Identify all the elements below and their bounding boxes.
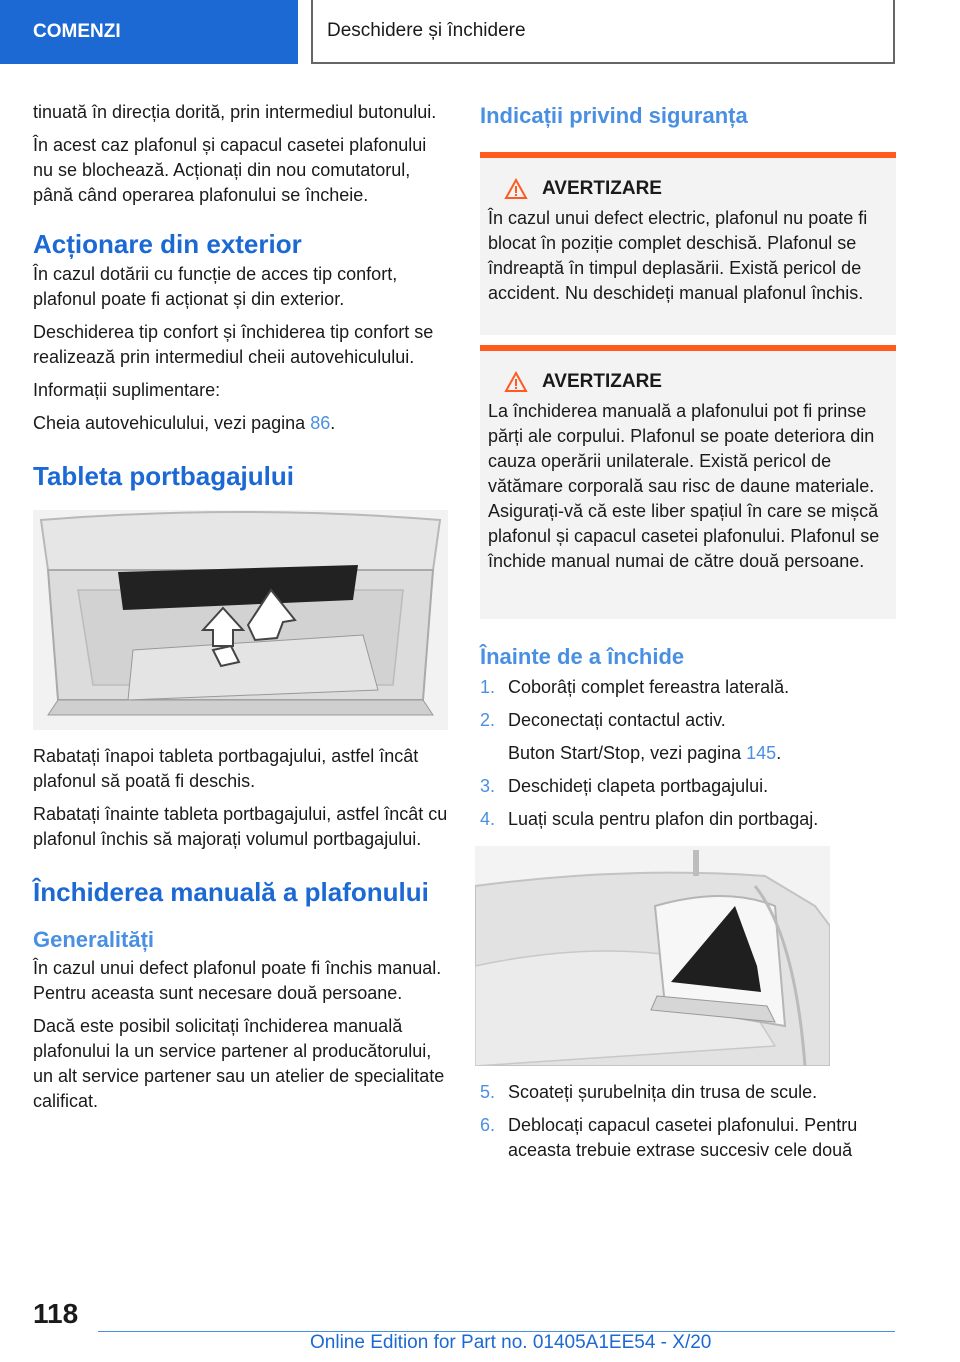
warning-text: La închiderea manuală a plafonului pot fi prinse părți ale corpului. Plafonul se poate deteriora din cauza operării unilaterale. Există pericol de vătămare corporală sau risc de daune materiale. Asigurați-vă că este liber spațiul în care se mișcă plafonul și capacul casetei plafonului. Plafonul se închide manual numai de către două persoane.: [488, 401, 880, 571]
list-item: [480, 1080, 896, 1105]
list-item: [480, 774, 896, 799]
step-number: 4.: [480, 809, 496, 829]
trunk-tool-figure: [475, 846, 830, 1066]
page-link-86[interactable]: 86: [310, 413, 331, 433]
step-text: Deschideți clapeta portbagajului.: [508, 776, 769, 796]
step-text: Deblocați capacul casetei plafonului. Pentru aceasta trebuie extrase succesiv cele două: [508, 1115, 858, 1160]
steps-list: [480, 675, 896, 733]
subheading-general: Generalități: [33, 927, 155, 952]
warning-icon: [504, 371, 528, 393]
paragraph: În cazul dotării cu funcție de acces tip confort, plafonul poate fi acționat și din exterior.: [33, 264, 398, 309]
step-number: 6.: [480, 1115, 496, 1135]
step-text: Deconectați contactul activ.: [508, 710, 726, 730]
step-text: Scoateți șurubelnița din trusa de scule.: [508, 1082, 818, 1102]
steps-list: [480, 774, 896, 832]
heading-safety: Indicații privind siguranța: [480, 103, 748, 128]
page-link-145[interactable]: 145: [746, 743, 777, 763]
chapter-tab[interactable]: COMENZI: [0, 0, 298, 64]
step-number: 5.: [480, 1082, 496, 1102]
trunk-cover-illustration: [33, 510, 448, 730]
list-item: [480, 675, 896, 700]
trunk-tool-illustration: [475, 846, 830, 1066]
step-text: Coborâți complet fereastra laterală.: [508, 677, 790, 697]
paragraph: Rabatați înapoi tableta portbagajului, astfel încât plafonul să poată fi deschis.: [33, 746, 419, 791]
heading-exterior: Acționare din exterior: [33, 229, 302, 259]
page-number: 118: [33, 1298, 79, 1329]
paragraph-text: Cheia autovehiculului, vezi pagina: [33, 413, 311, 433]
paragraph: În acest caz plafonul și capacul casetei plafonului nu se blochează. Acționați din nou comutatorul, până când operarea plafonului se încheie.: [33, 135, 427, 205]
paragraph: Deschiderea tip confort și închiderea tip confort se realizează prin intermediul cheii autovehiculului.: [33, 322, 434, 367]
paragraph: Informații suplimentare:: [33, 380, 221, 400]
step-note: [480, 741, 896, 766]
warning-text: În cazul unui defect electric, plafonul nu poate fi blocat în poziție complet deschisă. Plafonul se îndreaptă în timpul deplasării. Există pericol de accident. Nu deschideți manual plafonul închis.: [488, 208, 868, 303]
warning-title-text: AVERTIZARE: [542, 178, 662, 199]
step-note-end: .: [776, 743, 782, 763]
list-item: [480, 708, 896, 733]
paragraph: În cazul unui defect plafonul poate fi închis manual. Pentru aceasta sunt necesare două persoane.: [33, 958, 442, 1003]
warning-icon: [504, 178, 528, 200]
paragraph: [33, 411, 448, 436]
list-item: [480, 807, 896, 832]
warning-title: [504, 178, 888, 200]
edition-note: Online Edition for Part no. 01405A1EE54 - X/20: [310, 1332, 712, 1353]
step-number: 2.: [480, 710, 496, 730]
heading-before-closing: Înainte de a închide: [480, 644, 685, 669]
heading-tableta: Tableta portbagajului: [33, 461, 294, 491]
warning-box: [480, 345, 896, 619]
step-note-text: Buton Start/Stop, vezi pagina: [508, 743, 747, 763]
paragraph: Rabatați înainte tableta portbagajului, astfel încât cu plafonul închis să majorați volumul portbagajului.: [33, 804, 448, 849]
right-column: [480, 100, 896, 1171]
trunk-cover-figure: [33, 510, 448, 730]
paragraph: Dacă este posibil solicitați închiderea manuală plafonului la un service partener al producătorului, un alt service partener sau un atelier de specialitate calificat.: [33, 1016, 445, 1111]
paragraph-end: .: [330, 413, 336, 433]
warning-box: [480, 152, 896, 335]
paragraph: tinuată în direcția dorită, prin intermediul butonului.: [33, 102, 437, 122]
list-item: [480, 1113, 896, 1163]
chapter-title: Deschidere și închidere: [311, 0, 895, 64]
heading-manual: Închiderea manuală a plafonului: [33, 877, 429, 907]
left-column: [33, 100, 448, 1122]
warning-title: [504, 371, 888, 393]
steps-list: [480, 1080, 896, 1163]
step-text: Luați scula pentru plafon din portbagaj.: [508, 809, 819, 829]
step-number: 3.: [480, 776, 496, 796]
warning-title-text: AVERTIZARE: [542, 371, 662, 392]
step-number: 1.: [480, 677, 496, 697]
